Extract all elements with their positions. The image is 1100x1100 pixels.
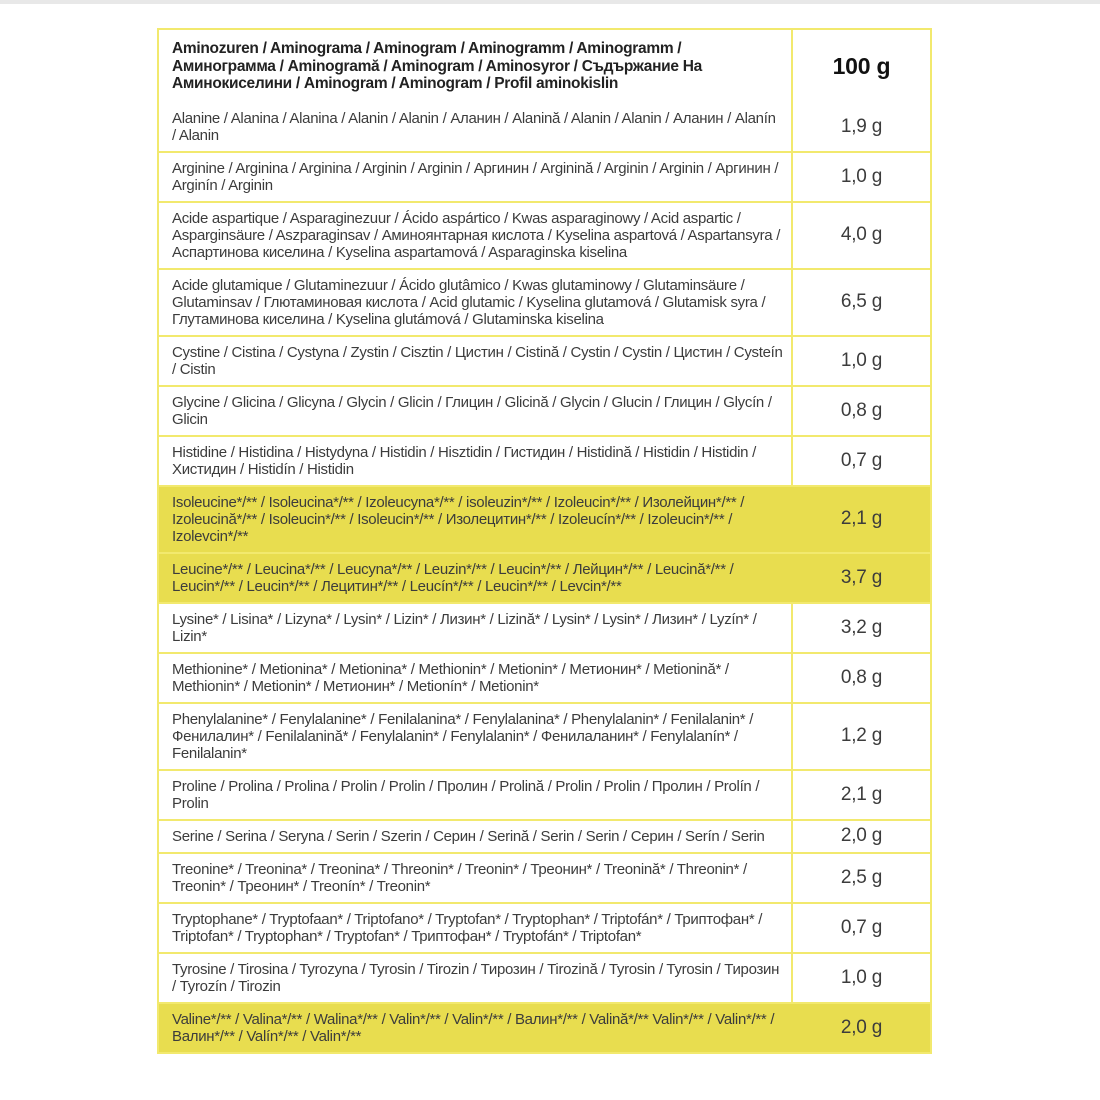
table-row	[159, 769, 930, 819]
amount-per-100g: 3,7 g	[791, 554, 930, 602]
amino-acid-names: Arginine / Arginina / Arginina / Arginin / Arginin / Аргинин / Arginină / Arginin / Arginin / Аргинин / Arginín / Arginin	[172, 159, 779, 194]
table-row	[159, 902, 930, 952]
amino-acid-names: Isoleucine*/** / Isoleucina*/** / Izoleucyna*/** / isoleuzin*/** / Izoleucin*/** / Изолейцин*/** / Izoleucină*/** / Isoleucin*/** / Isoleucin*/** / Изолецитин*/** / Izoleucín*/** / Izoleucin*/** / Izolevcin*/**	[172, 493, 745, 545]
amount-per-100g: 1,2 g	[791, 704, 930, 769]
amount-per-100g: 2,0 g	[791, 821, 930, 852]
amino-acid-names: Alanine / Alanina / Alanina / Alanin / Alanin / Аланин / Alanină / Alanin / Alanin / Аланин / Alanín / Alanin	[172, 109, 776, 144]
table-row	[159, 602, 930, 652]
top-edge-strip	[0, 0, 1100, 4]
amount-per-100g: 0,8 g	[791, 654, 930, 702]
amino-acid-names: Tyrosine / Tirosina / Tyrozyna / Tyrosin / Tirozin / Тирозин / Tirozină / Tyrosin / Tyrosin / Тирозин / Tyrozín / Tirozin	[172, 960, 780, 995]
amount-per-100g: 4,0 g	[791, 203, 930, 268]
aminogram-table	[157, 28, 932, 1054]
amino-acid-names: Acide glutamique / Glutaminezuur / Ácido glutâmico / Kwas glutaminowy / Glutaminsäure / Glutaminsav / Глютаминовая кислота / Acid glutamic / Kyselina glutamová / Glutamisk syra / Глутаминова киселина / Kyselina glutámová / Glutaminska kiselina	[172, 276, 766, 328]
table-row	[159, 151, 930, 201]
table-row	[159, 552, 930, 602]
table-row	[159, 201, 930, 268]
table-row	[159, 335, 930, 385]
table-row	[159, 385, 930, 435]
amino-acid-names: Lysine* / Lisina* / Lizyna* / Lysin* / Lizin* / Лизин* / Lizină* / Lysin* / Lysin* / Лизин* / Lyzín* / Lizin*	[172, 610, 757, 645]
amount-per-100g: 1,0 g	[791, 954, 930, 1002]
amount-per-100g: 1,9 g	[791, 103, 930, 151]
amount-per-100g: 0,8 g	[791, 387, 930, 435]
amount-per-100g: 1,0 g	[791, 153, 930, 201]
table-row	[159, 435, 930, 485]
amount-per-100g: 0,7 g	[791, 437, 930, 485]
table-row	[159, 268, 930, 335]
table-header-amount: 100 g	[791, 30, 930, 103]
table-row	[159, 485, 930, 552]
table-rows	[159, 103, 930, 1052]
amount-per-100g: 2,1 g	[791, 487, 930, 552]
amount-per-100g: 6,5 g	[791, 270, 930, 335]
amount-per-100g: 0,7 g	[791, 904, 930, 952]
amount-per-100g: 2,0 g	[791, 1004, 930, 1052]
amino-acid-names: Methionine* / Metionina* / Metionina* / Methionin* / Metionin* / Метионин* / Metionină* / Methionin* / Metionin* / Метионин* / Metionín* / Metionin*	[172, 660, 729, 695]
table-row	[159, 1002, 930, 1052]
amino-acid-names: Phenylalanine* / Fenylalanine* / Fenilalanina* / Fenylalanina* / Phenylalanin* / Fenilalanin* / Фенилалин* / Fenilalanină* / Fenylalanin* / Fenylalanin* / Фенилаланин* / Fenylalanín* / Fenilalanin*	[172, 710, 754, 762]
table-row	[159, 819, 930, 852]
table-row	[159, 103, 930, 151]
table-row	[159, 852, 930, 902]
amino-acid-names: Glycine / Glicina / Glicyna / Glycin / Glicin / Глицин / Glicină / Glycin / Glucin / Глицин / Glycín / Glicin	[172, 393, 772, 428]
amino-acid-names: Proline / Prolina / Prolina / Prolin / Prolin / Пролин / Prolină / Prolin / Prolin / Пролин / Prolín / Prolin	[172, 777, 760, 812]
table-header-title: Aminozuren / Aminograma / Aminogram / Aminogramm / Aminogramm / Аминограмма / Aminogramă / Aminogram / Aminosyror / Съдържание На Аминокиселини / Aminogram / Aminogram / Profil aminokislin	[172, 40, 702, 92]
table-row	[159, 952, 930, 1002]
amount-per-100g: 3,2 g	[791, 604, 930, 652]
amount-per-100g: 2,1 g	[791, 771, 930, 819]
table-header-row	[159, 30, 930, 103]
amino-acid-names: Acide aspartique / Asparaginezuur / Ácido aspártico / Kwas asparaginowy / Acid aspartic / Asparginsäure / Aszparaginsav / Аминоянтарная кислота / Kyselina aspartová / Aspartansyra / Аспартинова киселина / Kyselina aspartamová / Asparaginska kiselina	[172, 209, 781, 261]
amino-acid-names: Treonine* / Treonina* / Treonina* / Threonin* / Treonin* / Треонин* / Treonină* / Threonin* / Treonin* / Треонин* / Treonín* / Treonin*	[172, 860, 747, 895]
table-row	[159, 702, 930, 769]
amino-acid-names: Serine / Serina / Seryna / Serin / Szerin / Серин / Serină / Serin / Serin / Серин / Serín / Serin	[172, 827, 765, 845]
amino-acid-names: Tryptophane* / Tryptofaan* / Triptofano* / Tryptofan* / Tryptophan* / Triptofán* / Триптофан* / Triptofan* / Tryptophan* / Tryptofan* / Триптофан* / Tryptofán* / Triptofan*	[172, 910, 763, 945]
amount-per-100g: 1,0 g	[791, 337, 930, 385]
table-row	[159, 652, 930, 702]
amino-acid-names: Cystine / Cistina / Cystyna / Zystin / Cisztin / Цистин / Cistină / Cystin / Cystin / Цистин / Cysteín / Cistin	[172, 343, 783, 378]
amino-acid-names: Leucine*/** / Leucina*/** / Leucyna*/** / Leuzin*/** / Leucin*/** / Лейцин*/** / Leucină*/** / Leucin*/** / Leucin*/** / Лецитин*/** / Leucín*/** / Leucin*/** / Levcin*/**	[172, 560, 734, 595]
amino-acid-names: Valine*/** / Valina*/** / Walina*/** / Valin*/** / Valin*/** / Валин*/** / Valină*/** Valin*/** / Valin*/** / Валин*/** / Valín*/** / Valin*/**	[172, 1010, 775, 1045]
amino-acid-names: Histidine / Histidina / Histydyna / Histidin / Hisztidin / Гистидин / Histidină / Histidin / Histidin / Хистидин / Histidín / Histidin	[172, 443, 756, 478]
amount-per-100g: 2,5 g	[791, 854, 930, 902]
